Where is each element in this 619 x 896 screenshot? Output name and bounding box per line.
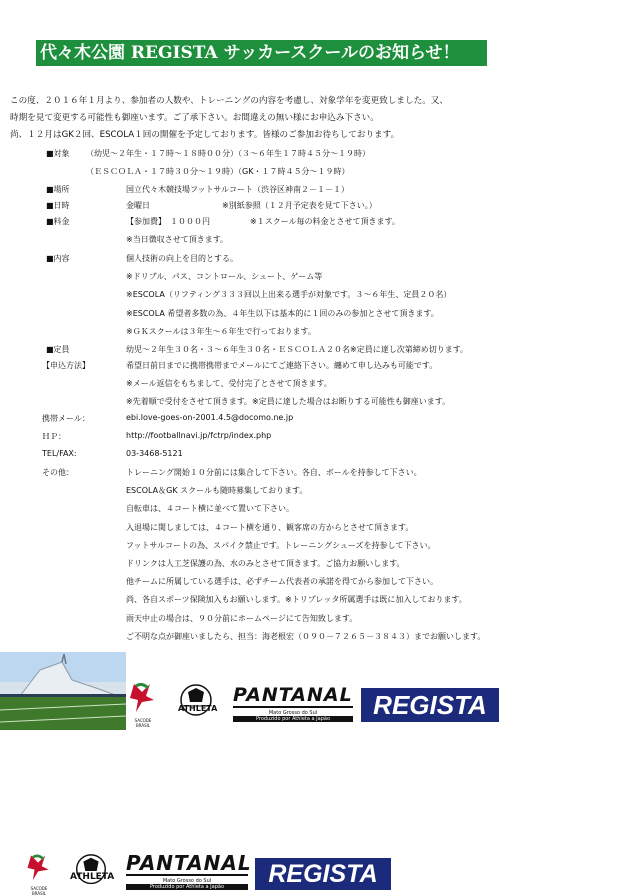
athleta-logo: ATHLETA [170,682,222,724]
row-value-line: ドリンクは人工芝保護の為、水のみとさせて頂きます。ご協力お願いします。 [126,559,405,568]
row-value-line: ※ESCOLA 希望者多数の為、４年生以下は基本的に１回のみの参加とさせて頂きます。 [126,308,439,318]
row-value-line: ※先着順で受付をさせて頂きます。※定員に達した場合はお断りする可能性も御座います。 [126,397,451,407]
row-value-line: 雨天中止の場合は、９０分前にホームページにて告知致します。 [126,613,358,623]
row-value-line: 他チームに所属している選手は、必ずチーム代表者の承諾を得てから参加して下さい。 [126,577,438,587]
row-label: ■料金 [46,217,70,226]
page-title: 代々木公園 REGISTA サッカースクールのお知らせ！ [36,40,487,66]
intro-line-3: 尚、１２月はGK２回、ESCOLA１回の開催を予定しております。皆様のご参加お待ちしております。 [10,130,400,140]
regista-logo-bottom: REGISTA [255,858,391,890]
sacode-logo: SACODE BRASIL [128,680,158,724]
row-value-line: ご不明な点が御座いましたら、担当：海老根宏（０９０－７２６５－３８４３）までお願いします。 [126,631,486,641]
row-value-line: ※ESCOLA（リフティング３３３回以上出来る選手が対象です。３～６年生、定員２０名） [126,290,452,300]
row-value-line: （ＥＳＣＯＬＡ・１７時３０分～１９時）（GK・１７時４５分～１９時） [86,167,350,176]
row-value-line: 自転車は、４コート横に並べて置いて下さい。 [126,504,294,514]
row-value-line: トレーニング開始１０分前には集合して下さい。各自、ボールを持参して下さい。 [126,468,422,477]
row-value-line[interactable]: http://footballnavi.jp/fctrp/index.php [126,431,272,440]
row-label: 携帯メール： [42,414,90,423]
row-value-line: 尚、各自スポーツ保険加入もお願いします。※トリプレッタ所属選手は既に加入しております。 [126,595,467,605]
row-value-line: 幼児～２年生３０名・３～６年生３０名・ＥＳＣＯＬＡ２０名※定員に達し次第締め切ります。 [126,345,469,354]
pantanal-logo: PANTANAL Mato Grosso do Sul Produzido por Athleta a Japão [233,684,353,722]
row-value-line: 金曜日 ※別紙参照（１２月予定表を見て下さい。） [126,201,377,210]
row-label: ■内容 [46,254,70,263]
row-value-line[interactable]: ebi.love-goes-on-2001.4.5@docomo.ne.jp [126,413,294,422]
row-value-line: 入退場に関しましては、４コート横を通り、観客席の方からとさせて頂きます。 [126,522,414,532]
row-label: ■対象 [46,149,70,158]
intro-line-1: この度、２０１６年１月より、参加者の人数や、トレーニングの内容を考慮し、対象学年を変更致しました。又、 [10,96,448,106]
intro-line-2: 時期を見て変更する可能性も御座います。ご了承下さい。お間違えの無い様にお申込み下さい。 [10,113,379,123]
row-label: ＨＰ： [42,432,66,441]
stadium-photo [0,652,126,730]
row-value-line: フットサルコートの為、スパイク禁止です。トレーニングシューズを持参して下さい。 [126,540,436,550]
regista-logo: REGISTA [361,688,499,722]
row-label: ■定員 [46,345,70,354]
row-value-line: 個人技術の向上を目的とする。 [126,254,238,263]
pantanal-logo-bottom: PANTANAL Mato Grosso do Sul Produzido por Athleta a Japão [126,851,252,890]
row-label: ■日時 [46,201,70,210]
row-value-line: ※ＧＫスクールは３年生～６年生で行っております。 [126,326,316,336]
row-label: ■場所 [46,185,70,194]
row-value-line: ESCOLA＆GK スクールも随時募集しております。 [126,486,308,496]
row-label: その他： [42,468,74,477]
sacode-logo-bottom: SACODE BRASIL [24,852,54,892]
row-value-line: ※ドリブル、パス、コントロール、シュート、ゲーム等 [126,272,323,282]
row-value-line: （幼児～２年生・１７時～１８時００分）（３～６年生１７時４５分～１９時） [86,149,370,158]
row-value-line: 03-3468-5121 [126,449,183,458]
row-value-line: 【参加費】 １０００円 ※１スクール毎の料金とさせて頂きます。 [126,217,400,226]
row-value-line: ※当日徴収させて頂きます。 [126,235,229,245]
row-label: TEL/FAX: [42,449,77,458]
athleta-logo-bottom: ATHLETA [64,852,118,892]
row-value-line: 希望日前日までに携帯携帯までメールにてご連絡下さい。纏めて申し込みも可能です。 [126,361,438,370]
row-value-line: 国立代々木競技場フットサルコート（渋谷区神南２－１－１） [126,185,350,194]
row-value-line: ※メール返信をもちまして、受付完了とさせて頂きます。 [126,379,332,389]
row-label: 【申込方法】 [42,361,90,370]
